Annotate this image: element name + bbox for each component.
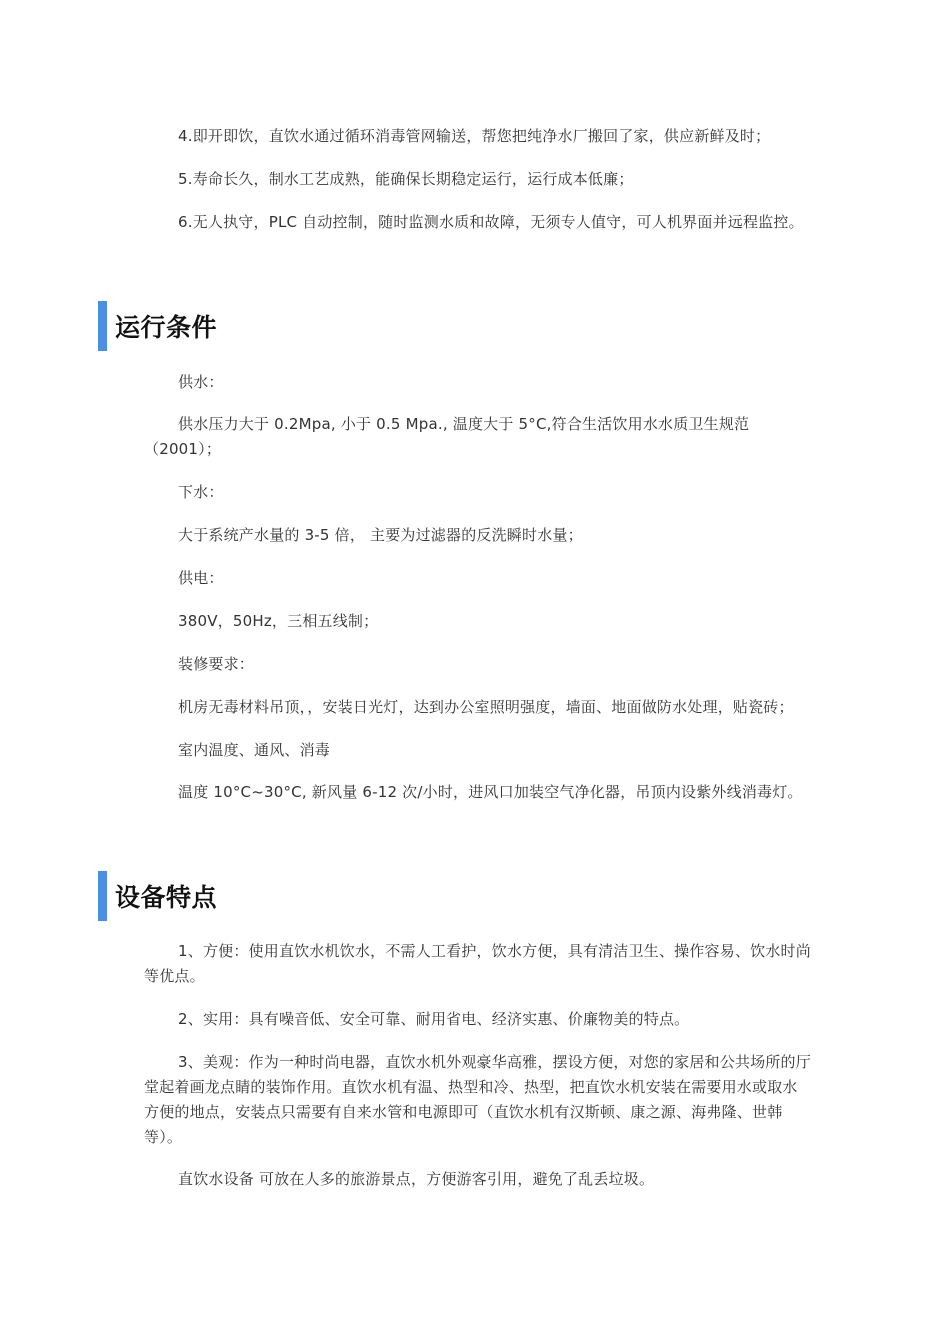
section-heading-conditions: [98, 301, 217, 351]
section-heading-features: [98, 871, 217, 921]
condition-item: 380V，50Hz，三相五线制；: [178, 612, 379, 630]
condition-item: 大于系统产水量的 3-5 倍， 主要为过滤器的反洗瞬时水量；: [178, 526, 583, 544]
condition-item: 温度 10°C~30°C, 新风量 6-12 次/小时，进风口加装空气净化器，吊顶内设紫外线消毒灯。: [178, 783, 803, 801]
condition-item: 室内温度、通风、消毒: [178, 741, 331, 759]
condition-item: 供电：: [178, 569, 224, 587]
feature-item: 1、方便：使用直饮水机饮水，不需人工看护，饮水方便，具有清洁卫生、操作容易、饮水时尚等优点。: [144, 942, 811, 985]
feature-item: 直饮水设备 可放在人多的旅游景点，方便游客引用，避免了乱丢垃圾。: [178, 1170, 655, 1188]
section-title-features: 设备特点: [115, 883, 218, 912]
feature-item: 3、美观：作为一种时尚电器，直饮水机外观豪华高雅，摆设方便，对您的家居和公共场所的厅堂起着画龙点睛的装饰作用。直饮水机有温、热型和冷、热型，把直饮水机安装在需要用水或取水方便的地点，安装点只需要有自来水管和电源即可（直饮水机有汉斯顿、康之源、海弗隆、世韩等）。: [144, 1053, 811, 1146]
section-title-conditions: 运行条件: [115, 313, 218, 342]
condition-item: 装修要求：: [178, 655, 255, 673]
heading-accent-bar: [98, 871, 107, 921]
condition-item: 机房无毒材料吊顶，，安装日光灯，达到办公室照明强度，墙面、地面做防水处理，贴瓷砖；: [178, 698, 794, 716]
feature-item: 2、实用：具有噪音低、安全可靠、耐用省电、经济实惠、价廉物美的特点。: [178, 1010, 690, 1028]
condition-item: 供水压力大于 0.2Mpa, 小于 0.5 Mpa., 温度大于 5°C,符合生活饮用水水质卫生规范（2001）；: [144, 415, 750, 458]
intro-item-4: 4.即开即饮，直饮水通过循环消毒管网输送，帮您把纯净水厂搬回了家，供应新鲜及时；: [178, 127, 771, 145]
intro-item-5: 5.寿命长久，制水工艺成熟，能确保长期稳定运行，运行成本低廉；: [178, 170, 634, 188]
intro-item-6: 6.无人执守，PLC 自动控制，随时监测水质和故障，无须专人值守，可人机界面并远程监控。: [178, 213, 804, 231]
heading-accent-bar: [98, 301, 107, 351]
condition-item: 供水：: [178, 373, 224, 391]
condition-item: 下水：: [178, 483, 224, 501]
